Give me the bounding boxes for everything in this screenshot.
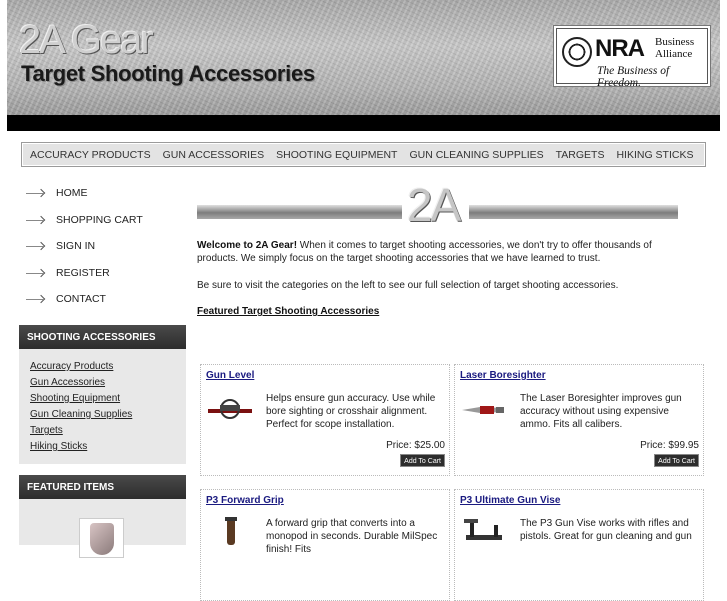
product-title-link[interactable]: Laser Boresighter bbox=[460, 370, 546, 381]
leftnav-sign-in[interactable] bbox=[21, 233, 186, 260]
product-price: Price: $99.95 bbox=[640, 440, 699, 451]
header-divider-bar bbox=[7, 115, 720, 131]
leftnav-contact[interactable] bbox=[21, 286, 186, 313]
add-to-cart-button[interactable]: Add To Cart bbox=[654, 454, 699, 467]
laser-boresighter-image[interactable] bbox=[460, 395, 508, 425]
product-title-link[interactable]: P3 Ultimate Gun Vise bbox=[460, 495, 561, 506]
arrow-right-icon bbox=[24, 266, 48, 280]
product-card bbox=[454, 489, 704, 601]
product-description: Helps ensure gun accuracy. Use while bore sighting or crosshair alignment. Perfect for scope installation. bbox=[266, 393, 436, 430]
product-price: Price: $25.00 bbox=[386, 440, 445, 451]
site-header bbox=[7, 0, 720, 115]
topnav-shooting-equipment[interactable]: SHOOTING EQUIPMENT bbox=[276, 148, 398, 161]
nra-badge-name: NRA bbox=[595, 35, 644, 62]
product-description: The P3 Gun Vise works with rifles and pistols. Great for gun cleaning and gun bbox=[520, 518, 692, 542]
category-link-shooting-equipment[interactable]: Shooting Equipment bbox=[30, 393, 121, 404]
category-link-gun-cleaning-supplies[interactable]: Gun Cleaning Supplies bbox=[30, 409, 133, 420]
product-description: A forward grip that converts into a monopod in seconds. Durable MilSpec finish! Fits bbox=[266, 518, 438, 555]
product-card bbox=[200, 364, 450, 476]
gun-vise-image[interactable] bbox=[460, 515, 508, 545]
categories-box bbox=[19, 349, 186, 464]
leftnav-register[interactable] bbox=[21, 260, 186, 287]
gun-level-image[interactable] bbox=[206, 395, 254, 425]
featured-accessories-link[interactable]: Featured Target Shooting Accessories bbox=[197, 306, 380, 317]
category-link-targets[interactable]: Targets bbox=[30, 425, 63, 436]
topnav-gun-cleaning-supplies[interactable]: GUN CLEANING SUPPLIES bbox=[409, 148, 544, 161]
topnav-targets[interactable]: TARGETS bbox=[555, 148, 605, 161]
product-description: The Laser Boresighter improves gun accuracy without using expensive ammo. Fits all calibers. bbox=[520, 393, 682, 430]
2a-banner bbox=[197, 179, 678, 231]
arrow-right-icon bbox=[24, 239, 48, 253]
product-card bbox=[200, 489, 450, 601]
featured-items-box bbox=[19, 499, 186, 545]
product-title-link[interactable]: P3 Forward Grip bbox=[206, 495, 284, 506]
welcome-heading: Welcome to 2A Gear! bbox=[197, 240, 298, 251]
add-to-cart-button[interactable]: Add To Cart bbox=[400, 454, 445, 467]
category-link-accuracy-products[interactable]: Accuracy Products bbox=[30, 361, 114, 372]
featured-item-thumbnail[interactable] bbox=[79, 518, 124, 558]
site-tagline: Target Shooting Accessories bbox=[21, 61, 315, 86]
topnav-accuracy-products[interactable]: ACCURACY PRODUCTS bbox=[30, 148, 151, 161]
forward-grip-image[interactable] bbox=[206, 515, 254, 545]
leftnav-shopping-cart[interactable] bbox=[21, 207, 186, 234]
nra-badge-motto: The Business of Freedom. bbox=[597, 65, 670, 89]
leftnav-label: CONTACT bbox=[56, 293, 106, 306]
product-title-link[interactable]: Gun Level bbox=[206, 370, 255, 381]
arrow-right-icon bbox=[24, 292, 48, 306]
visit-categories-text: Be sure to visit the categories on the left to see our full selection of target shooting accessories. bbox=[197, 280, 619, 291]
site-logo[interactable]: 2A Gear bbox=[19, 18, 152, 62]
category-menu-bar bbox=[21, 142, 706, 167]
nra-seal-icon bbox=[562, 37, 592, 67]
nra-badge-line1: Business bbox=[655, 36, 695, 48]
topnav-gun-accessories[interactable]: GUN ACCESSORIES bbox=[162, 148, 265, 161]
nra-business-alliance-badge[interactable] bbox=[556, 28, 708, 89]
banner-bar-left bbox=[197, 205, 402, 219]
product-card bbox=[454, 364, 704, 476]
left-navigation bbox=[21, 180, 186, 313]
banner-bar-right bbox=[469, 205, 678, 219]
featured-items-box-title: FEATURED ITEMS bbox=[19, 475, 186, 499]
leftnav-label: SHOPPING CART bbox=[56, 213, 143, 226]
categories-box-title: SHOOTING ACCESSORIES bbox=[19, 325, 186, 349]
leftnav-label: REGISTER bbox=[56, 266, 110, 279]
arrow-right-icon bbox=[24, 186, 48, 200]
banner-logo: 2A bbox=[407, 179, 460, 231]
category-link-hiking-sticks[interactable]: Hiking Sticks bbox=[30, 441, 88, 452]
nra-badge-line2: Alliance bbox=[655, 48, 693, 60]
leftnav-label: HOME bbox=[56, 187, 88, 200]
arrow-right-icon bbox=[24, 213, 48, 227]
leftnav-label: SIGN IN bbox=[56, 240, 96, 253]
leftnav-home[interactable] bbox=[21, 180, 186, 207]
welcome-text: When it comes to target shooting accessories, we don't try to offer thousands of products. We simply focus on the target shooting accessories that we have learned to trust. bbox=[197, 240, 652, 264]
category-link-gun-accessories[interactable]: Gun Accessories bbox=[30, 377, 106, 388]
nra-badge-subtitle bbox=[655, 36, 694, 60]
welcome-paragraph bbox=[197, 239, 677, 265]
topnav-hiking-sticks[interactable]: HIKING STICKS bbox=[616, 148, 694, 161]
